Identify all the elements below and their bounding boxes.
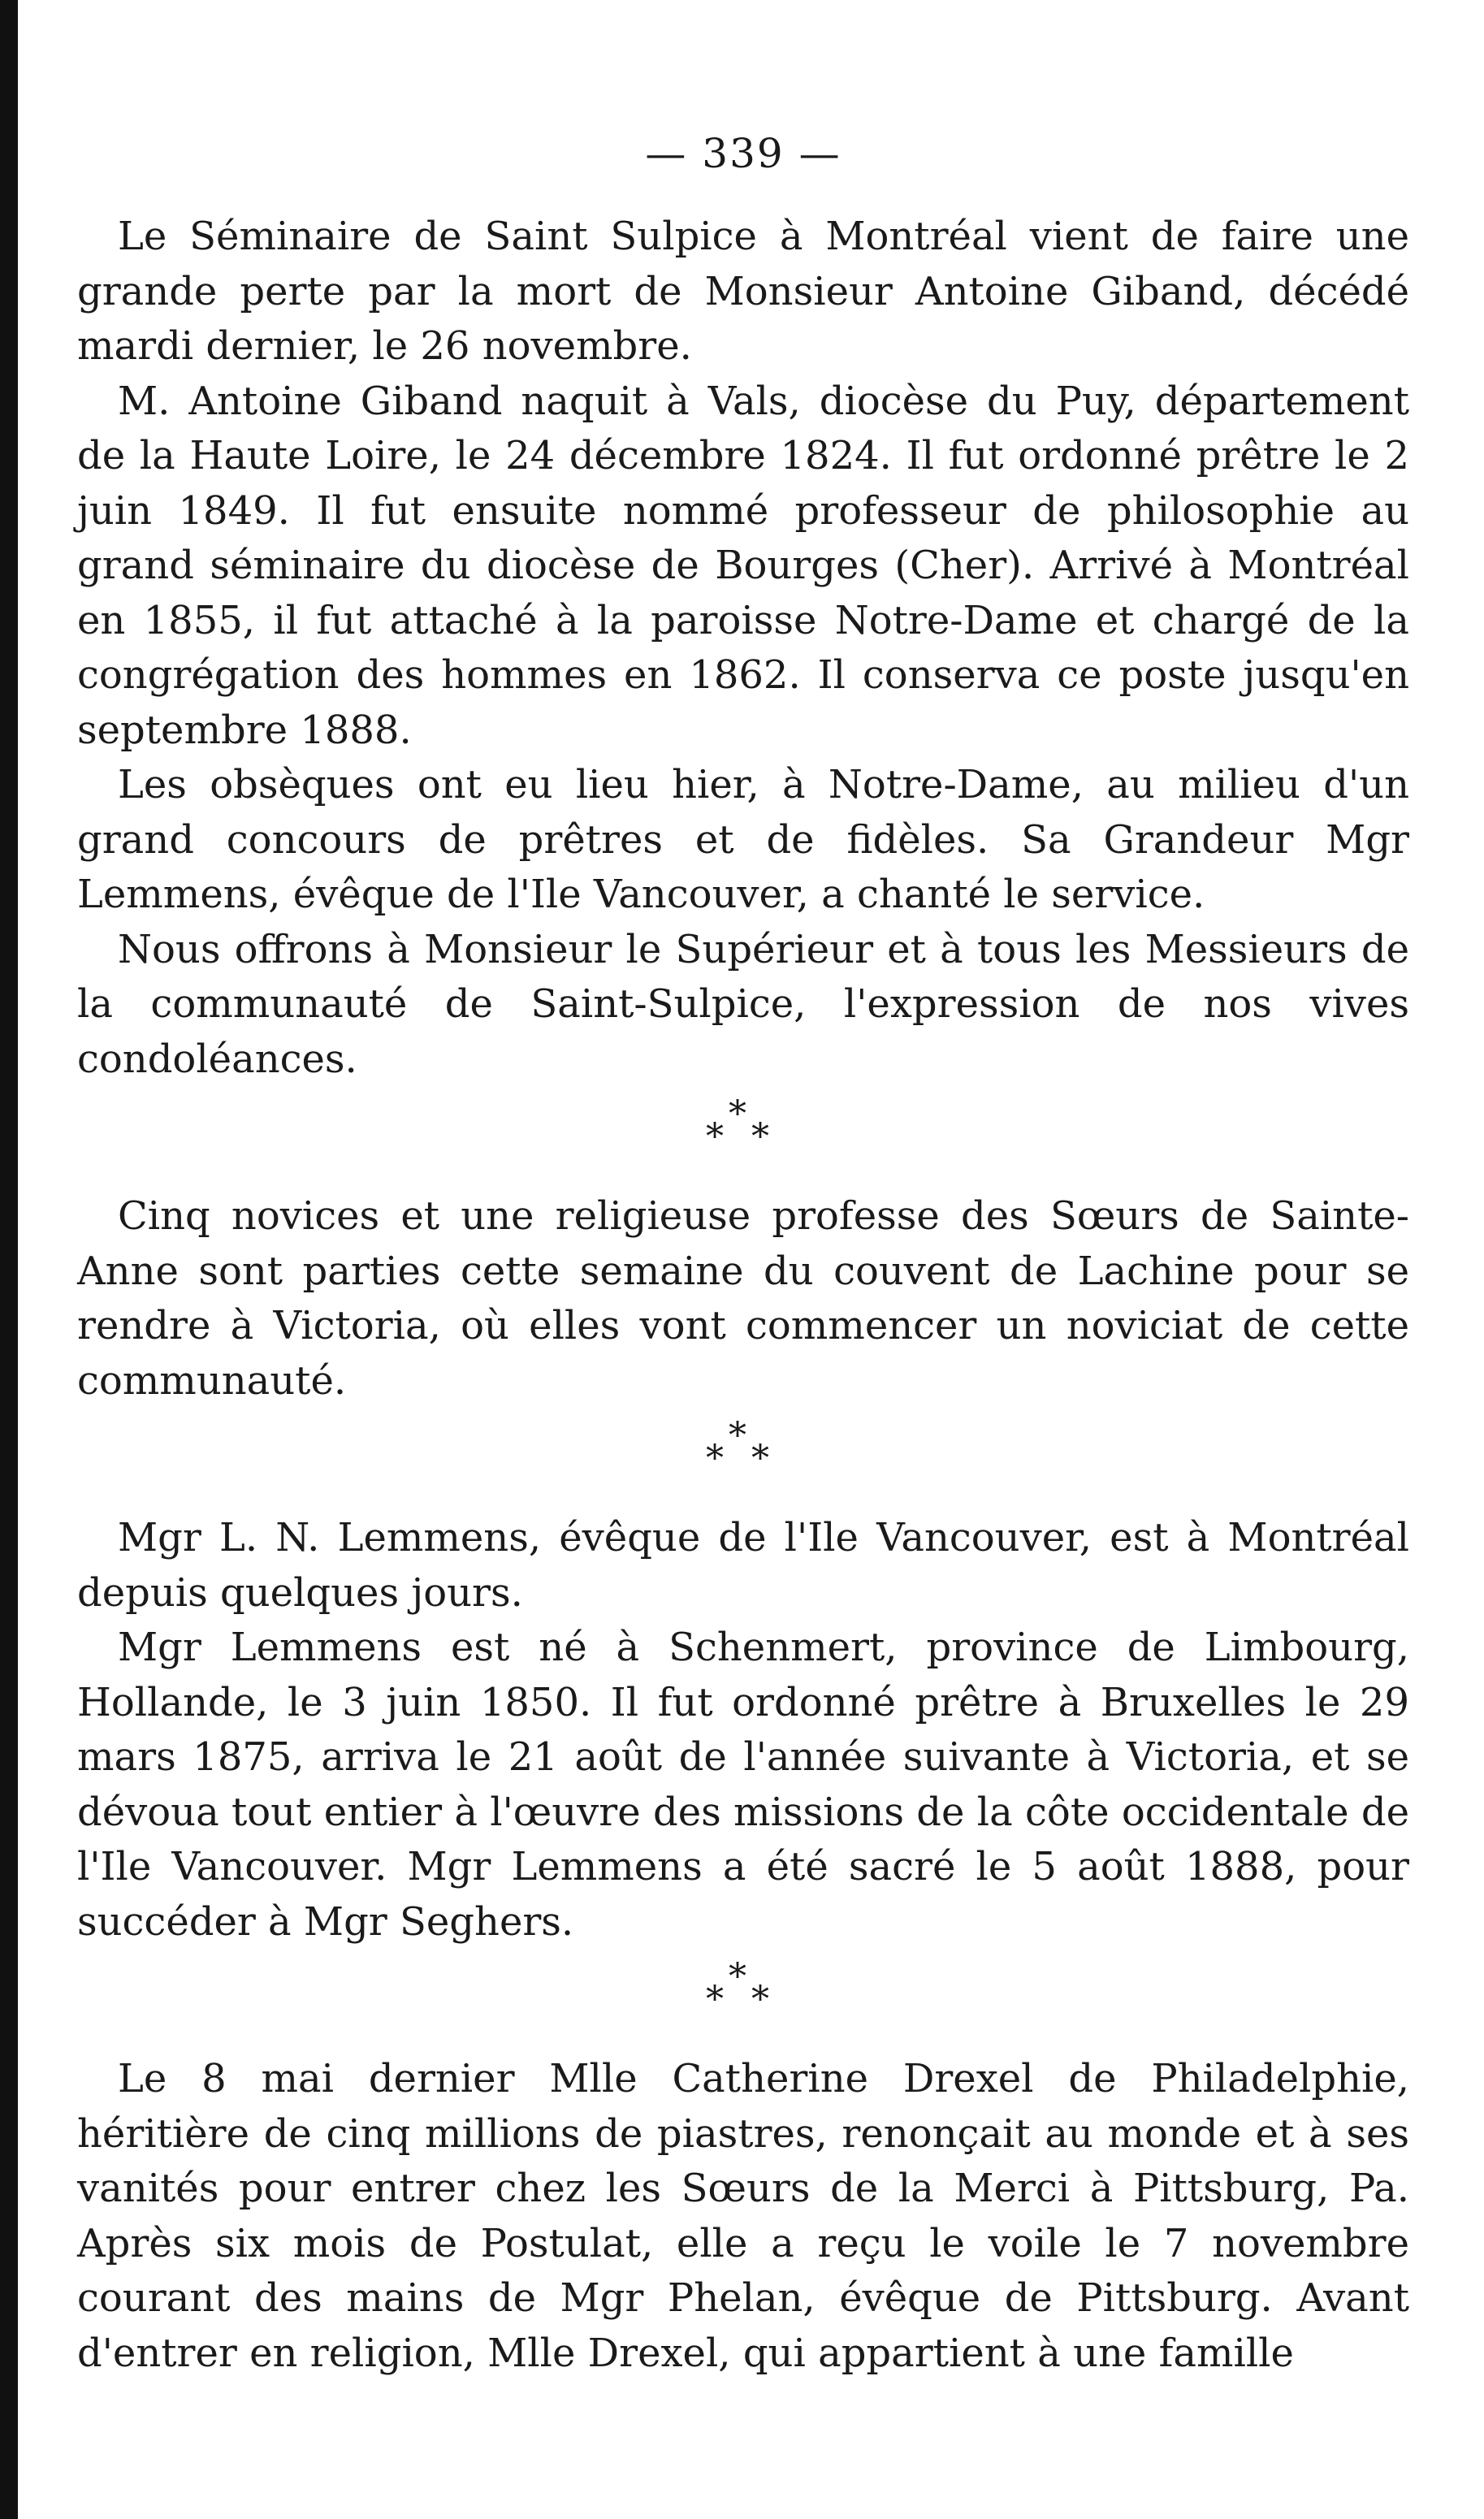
section-soeurs-sainte-anne [77,1189,1409,1409]
asterisk: * [751,1979,769,2020]
paragraph: Le 8 mai dernier Mlle Catherine Drexel de Philadelphie, héritière de cinq millions de piastres, renonçait au monde et à ses vanités pour entrer chez les Sœurs de la Merci à Pittsburg, Pa. Après six mois de Postulat, elle a reçu le voile le 7 novembre courant des mains de Mgr Phelan, évêque de Pittsburg. Avant d'entrer en religion, Mlle Drexel, qui appartient à une famille [77,2056,1409,2376]
asterisk: * [729,1093,746,1135]
asterisk: * [706,1438,724,1479]
asterisk: * [706,1116,724,1158]
section-lemmens [77,1511,1409,1950]
page-binding-edge [0,0,18,2519]
paragraph: M. Antoine Giband naquit à Vals, diocèse du Puy, département de la Haute Loire, le 24 décembre 1824. Il fut ordonné prêtre le 2 juin 1849. Il fut ensuite nommé professeur de philosophie au grand séminaire du diocèse de Bourges (Cher). Arrivé à Montréal en 1855, il fut attaché à la paroisse Notre-Dame et chargé de la congrégation des hommes en 1862. Il conserva ce poste jusqu'en septembre 1888. [77,378,1409,753]
page-number: — 339 — [645,130,842,177]
paragraph: Cinq novices et une religieuse professe des Sœurs de Sainte-Anne sont parties cette semaine du couvent de Lachine pour se rendre à Victoria, où elles vont commencer un noviciat de cette communauté. [77,1193,1409,1404]
paragraph: Mgr L. N. Lemmens, évêque de l'Ile Vancouver, est à Montréal depuis quelques jours. [77,1515,1409,1616]
asterisk: * [751,1116,769,1158]
paragraph: Mgr Lemmens est né à Schenmert, province de Limbourg, Hollande, le 3 juin 1850. Il fut ordonné prêtre à Bruxelles le 29 mars 1875, arriva le 21 août de l'année suivante à Victoria, et se dévoua tout entier à l'œuvre des missions de la côte occidentale de l'Ile Vancouver. Mgr Lemmens a été sacré le 5 août 1888, pour succéder à Mgr Seghers. [77,1625,1409,1945]
asterisk: * [729,1415,746,1456]
asterism-separator [694,1956,792,2024]
asterism-separator [694,1093,792,1162]
paragraph: Nous offrons à Monsieur le Supérieur et à tous les Messieurs de la communauté de Saint-Sulpice, l'expression de nos vives condoléances. [77,926,1409,1082]
paragraph: Le Séminaire de Saint Sulpice à Montréal vient de faire une grande perte par la mort de Monsieur Antoine Giband, décédé mardi dernier, le 26 novembre. [77,214,1409,369]
section-giband [77,210,1409,1087]
section-drexel [77,2052,1409,2381]
asterism-separator [694,1415,792,1483]
paragraph: Les obsèques ont eu lieu hier, à Notre-Dame, au milieu d'un grand concours de prêtres et de fidèles. Sa Grandeur Mgr Lemmens, évêque de l'Ile Vancouver, a chanté le service. [77,762,1409,917]
document-page [77,130,1409,2381]
asterisk: * [729,1956,746,1997]
asterisk: * [706,1979,724,2020]
asterisk: * [751,1438,769,1479]
